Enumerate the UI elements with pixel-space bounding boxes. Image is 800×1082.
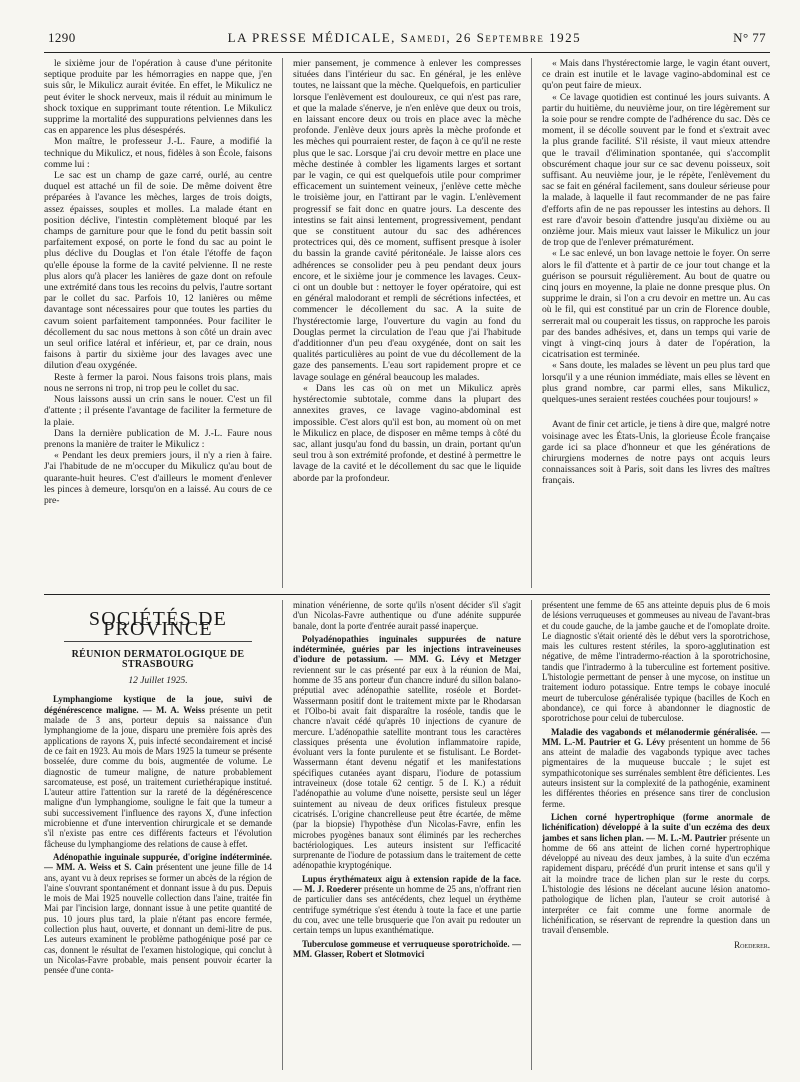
communication-text: présentent une jeune fille de 14 ans, ayant vu à deux reprises se former un abcès de la région de l'aine s'ouvrant spontanément et donnant issue à du pus. Depuis le mois de Mai 1925 nouvelle collection dans l'aine, traitée fin Mai par l'incision large, donnant issue à une petite quantité de pus. 10 jours plus tard, la plaie n'étant pas encore fermée, collection plus haut, ouverte, et donnant un demi-litre de pus. Les auteurs examinent le problème pathogénique posé par ce cas, donnent le résultat de l'examen histologique, qui conclut à un Nicolas-Favre probable, mais pensent pouvoir écarter la pensée d'une conta- (44, 862, 272, 976)
paragraph: Reste à fermer la paroi. Nous faisons trois plans, mais nous ne serrons ni trop, ni trop peu le collet du sac. (44, 371, 272, 394)
communication (293, 874, 521, 936)
article-column-3 (542, 58, 770, 588)
communication (44, 852, 272, 976)
column-divider (531, 58, 532, 588)
article-column-1 (44, 58, 272, 588)
signature: Roederer. (734, 939, 770, 950)
societes-column-3 (542, 600, 770, 1070)
paragraph: « Le sac enlevé, un bon lavage nettoie le foyer. On serre alors le fil d'attente et à partir de ce jour tout change et la guérison se poursuit régulièrement. Au bout de quatre ou cinq jours en moyenne, la plaie ne donne presque plus. On supprime le drain, si l'on a cru devoir en mettre un. Au cas où le fil, qui est constitué par un crin de Florence double, serrerait mal ou couperait les tissus, on rapproche les parois par des bandes adhésives, et, dans un temps qui varie de vingt à vingt-cinq jours à dater de l'opération, la cicatrisation est terminée. (542, 248, 770, 361)
communication-text: présente un homme de 66 ans atteint de lichen corné hypertrophique développé au niveau des deux jambes, à la suite d'un eczéma rapidement disparu, précédé d'un prurit intense et sans qu'il y ait la moindre trace de lichen plan sur le reste du corps. L'histologie des lésions ne décelant aucune lésion anatomo-pathologique de lichen plan, l'auteur se croit autorisé à interpréter ce fait comme une forme anormale de lichénification, se réservant de reprendre la question dans un travail d'ensemble. (542, 832, 770, 936)
communication (293, 600, 521, 631)
issue-number: N° 77 (733, 30, 766, 45)
societes-column-1 (44, 600, 272, 1070)
section-subtitle: RÉUNION DERMATOLOGIQUE DE STRASBOURG (71, 648, 245, 670)
header-rule (44, 52, 770, 53)
column-divider (282, 58, 283, 588)
paragraph: le sixième jour de l'opération à cause d'une péritonite septique produite par les hémorragies en nappe que, j'en suis sûr, le Mikulicz aurait évitée. En effet, le Mikulicz ne peut éviter le shock nerveux, mais il réduit au minimum le shock toxique en supprimant toute rétention. Le Mikulicz supprime la mortalité des suppurations pelviennes dans les cas en apparence les plus désespérés. (44, 58, 272, 137)
communication-title: Lichen corné hypertrophique (forme anormale de lichénification) développé à la suite d'un eczéma des deux jambes et sans lichen plan. — M. L.-M. Pautrier (542, 811, 770, 843)
paragraph: « Dans les cas où on met un Mikulicz après hystérectomie subtotale, comme dans la plupart des annexites graves, ce lavage vagino-abdominal est impossible. C'est alors qu'il est bon, au moment où on met le Mikulicz en place, de disposer en même temps à côté du sac, allant jusqu'au fond du bassin, un drain, portant qu'un seul trou à son extrémité profonde, et destiné à permettre le lavage de la cavité et le décollement du sac que le liquide aborde par la profondeur. (293, 382, 521, 484)
communication (293, 939, 521, 960)
column-divider (282, 600, 283, 1070)
communication-title: Maladie des vagabonds et mélanodermie généralisée. — MM. L.-M. Pautrier et G. Lévy (542, 726, 770, 747)
section-rule (44, 594, 770, 595)
communication-text: présente un homme de 25 ans, n'offrant rien de particulier dans ses antécédents, chez lequel un érythème centrifuge symétrique s'est étendu à toute la face et une partie du cou, avec une telle brusquerie que l'on avait pu redouter un certain temps un lupus exanthématique. (293, 884, 521, 936)
communication-title: Tuberculose gommeuse et verruqueuse sporotrichoïde. — MM. Glasser, Robert et Slotmovici (293, 938, 521, 959)
paragraph: « Sans doute, les malades se lèvent un peu plus tard que lorsqu'il y a une réunion immédiate, mais elles se lèvent en plus grand nombre, car parmi elles, sans Mikulicz, quelques-unes seraient restées couchées pour toujours! » (542, 360, 770, 406)
paragraph: mier pansement, je commence à enlever les compresses situées dans l'intérieur du sac. En général, je les enlève toutes, ne laissant que la mèche. Quelquefois, en particulier lorsque l'enlèvement est douloureux, ce qui n'est pas rare, et que la malade s'énerve, je n'en enlève que deux ou trois, en laissant encore deux ou trois en place avec la mèche profonde. J'enlève deux jours après la mèche profonde et les mèches qui pourraient rester, de façon à ce qu'il ne reste plus que le sac. Lorsque j'ai cru devoir mettre en place une mèche destinée à combler les ligaments larges et sortant par le vagin, ce qui est quelquefois utile pour comprimer efficacement un suintement veineux, j'enlève cette mèche le troisième jour, en l'attirant par le vagin. L'enlèvement progressif se fait donc en quatre jours. La descente des intestins se fait ainsi lentement, progressivement, pendant que se constituent autour du sac des adhérences protectrices qui, dès ce moment, suffisent presque à isoler du bassin la grande cavité péritonéale. Je laisse alors ces adhérences se consolider peu à peu pendant deux jours encore, et le sixième jour je commence les lavages. Ceux-ci ont un double but : nettoyer le foyer opératoire, qui est en général malodorant et rempli de sécrétions infectées, et commencer le décollement du sac. A la suite de l'hystérectomie large, l'ouverture du vagin au fond du Douglas permet la circulation de l'eau que j'ai l'habitude d'additionner d'un peu d'eau oxygénée, dont on sait les qualités particulières au point de vue du décollement de la gaze des pansements. L'eau sort rapidement propre et ce lavage soulage en général beaucoup les malades. (293, 58, 521, 383)
publication-title: LA PRESSE MÉDICALE, Samedi, 26 Septembre 1925 (227, 30, 582, 45)
paragraph: Mon maître, le professeur J.-L. Faure, a modifié la technique du Mikulicz, et nous, fidèles à son École, faisons comme lui : (44, 136, 272, 170)
communication-text: reviennent sur le cas présenté par eux à la réunion de Mai, homme de 35 ans porteur d'un chancre induré du sillon balano-préputial avec adénopathie satellite, roséole et Bordet-Wassermann positif dont le traitement mixte par le Rhodarsan et l'Olbo-bi avait fait disparaître la roséole, tandis que le chancre n'avait cédé qu'après 10 injections de cyanure de mercure. L'adénopathie satellite montrant tous les caractères classiques présenta une évolution inflammatoire rapide, évoluant vers la fonte purulente et se fistulisant. Le Bordet-Wassermann étant devenu négatif et les manifestations spécifiques cutanées ayant disparu, l'iodure de potassium intraveineux (dose totale 62 centigr. 5 de I. K.) a réduit l'adénopathie au volume d'une noisette, persiste seul un léger suintement au niveau de deux orifices fistuleux presque cicatrisés. L'origine chancrelleuse peut être écartée, de même (par la biopsie) l'hypothèse d'un Nicolas-Favre, enfin les microbes pyogènes banaux sont éliminés par les recherches bactériologiques. Les auteurs insistent sur l'efficacité surprenante de l'iodure de potassium dans le traitement de cette adénopathie kryptogénique. (293, 664, 521, 871)
page-header (48, 30, 766, 48)
communication-text: présentent un homme de 56 ans atteint de maladie des vagabonds typique avec taches pigmentaires de la muqueuse buccale ; le sujet est sympathicotonique ses surrénales semblent être déficientes. Les auteurs insistent sur la complexité de la pathogénie, examinent les différentes théories en présence sans tirer de conclusion ferme. (542, 736, 770, 809)
communication-title: Lupus érythémateux aigu à extension rapide de la face. — M. J. Roederer (293, 873, 521, 895)
column-divider (531, 600, 532, 1070)
communication-text: présente un petit malade de 3 ans, porteur depuis sa naissance d'un lymphangiome de la joue, disparu une première fois après des applications de rayons X, puis infecté secondairement et incisé de ce fait en 1923. Au mois de Mars 1925 la tumeur se présente bosselée, dure comme du bois, augmentée de volume. Le diagnostic de tumeur maligne, de nature probablement sarcomateuse, est posé, un traitement curiethérapique institué. L'auteur attire l'attention sur la rareté de la dégénérescence maligne d'un lymphangiome, souligne le fait que la tumeur a subi successivement l'influence des rayons X, d'une infection microbienne et d'une intervention chirurgicale et se demande s'il n'existe pas entre ces différents facteurs et l'évolution fâcheuse du lymphangiome des relations de cause à effet. (44, 704, 272, 849)
section-title: SOCIÉTÉS DE PROVINCE (88, 608, 228, 641)
communication (542, 600, 770, 724)
article-column-2 (293, 58, 521, 588)
societes-section (44, 600, 770, 1070)
paragraph: Avant de finir cet article, je tiens à dire que, malgré notre voisinage avec les États-Unis, la glorieuse École française garde ici sa place d'honneur et que les générations de chirurgiens modernes de notre pays ont acquis leurs connaissances soit à Paris, soit dans les livres des maîtres français. (542, 419, 770, 487)
paragraph: « Ce lavage quotidien est continué les jours suivants. A partir du huitième, du neuvième jour, on tire légèrement sur la soie pour se rendre compte de l'adhérence du sac. Dès ce moment, il se décolle souvent par le fond et s'extrait avec la plus grande facilité. S'il résiste, il vaut mieux attendre que le travail d'élimination spontanée, qui s'accomplit obscurément chaque jour sur ce sac devenu poisseux, soit suffisant. Au neuvième jour, je le répète, l'enlèvement du sac se fait en général facilement, sans douleur sérieuse pour la malade, à laquelle il faut recommander de ne pas faire d'efforts afin de ne pas repousser les intestins au dehors. Il est rare d'avoir besoin d'attendre jusqu'au dixième ou au onzième jour. Mais mieux vaut laisser le Mikulicz un jour de trop que de l'enlever prématurément. (542, 91, 770, 249)
paragraph: Nous laissons aussi un crin sans le nouer. C'est un fil d'attente ; il présente l'avantage de faciliter la fermeture de la plaie. (44, 394, 272, 428)
communication-title: Lymphangiome kystique de la joue, suivi de dégénérescence maligne. — M. A. Weiss (44, 694, 272, 715)
article-columns (44, 58, 770, 588)
communication (542, 812, 770, 936)
title-rule (64, 641, 252, 642)
communication-title: Adénopathie inguinale suppurée, d'origine indéterminée. — MM. A. Weiss et S. Cain (44, 851, 272, 873)
communication-text: mination vénérienne, de sorte qu'ils n'osent décider s'il s'agit d'un Nicolas-Favre authentique ou d'une adénite suppurée banale, dont la porte d'entrée aurait passé inaperçue. (293, 600, 521, 631)
meeting-date: 12 Juillet 1925. (128, 676, 188, 687)
communication (293, 634, 521, 871)
communication (542, 727, 770, 809)
paragraph: « Pendant les deux premiers jours, il n'y a rien à faire. J'ai l'habitude de ne m'occuper du Mikulicz qu'au bout de quarante-huit heures. C'est d'ailleurs le moment d'enlever les pinces à demeure, lorsqu'on en a laissé. Au cours de ce pre- (44, 450, 272, 506)
page-number: 1290 (48, 30, 76, 45)
paragraph: « Mais dans l'hystérectomie large, le vagin étant ouvert, ce drain est inutile et le lavage vagino-abdominal est ce qu'on peut faire de mieux. (542, 58, 770, 92)
communication-text: présentent une femme de 65 ans atteinte depuis plus de 6 mois de lésions verruqueuses et gommeuses au niveau de l'avant-bras et du coude gauche, de la jambe gauche et de l'omoplate droite. Le diagnostic s'était orienté dès le début vers la sporotrichose, mais les cultures restent stériles, la sporo-agglutination est négative, de même l'intradermo-réaction à la sporotrichosine, tandis que l'intradermo à la tuberculine est fortement positive. L'histologie permettant de penser à une mycose, on institue un traitement ioduro potassique. Entre temps le cobaye inoculé meurt de tuberculose généralisée typique (bacilles de Koch en abondance), ce qui force à abandonner le diagnostic de sporotrichose pour celui de tuberculose. (542, 600, 770, 724)
communication (44, 694, 272, 848)
societes-column-2 (293, 600, 521, 1070)
paragraph: Le sac est un champ de gaze carré, ourlé, au centre duquel est attaché un fil de soie. De même doivent être préparées à l'avance les mèches, larges de trois doigts, assez épaisses, souples et molles. La malade étant en position déclive, l'intestin complètement bloqué par les champs de garniture pour que le fond du petit bassin soit parfaitement exposé, on porte le fond du sac au point le plus déclive du Douglas et l'on étale l'étoffe de façon qu'elle épouse la forme de la cavité pelvienne. Il ne reste plus alors qu'à placer les lanières de gaze dont on refoule une extrémité dans tous les recoins du pelvis, l'autre sortant par le collet du sac. Parfois 10, 12 lanières ou même davantage sont nécessaires pour que toutes les parties du cavum soient parfaitement tamponnées. Pour faciliter le décollement du sac nous mettons à son côté un drain avec un seul orifice latéral et inférieur, et, par ce drain, nous faisons à partir du sixième jour des lavages avec une dilution d'eau oxygénée. (44, 170, 272, 372)
communication-title: Polyadénopathies inguinales suppurées de nature indéterminée, guéries par les injections intraveineuses d'iodure de potassium. — MM. G. Lévy et Metzger (293, 633, 521, 665)
paragraph: Dans la dernière publication de M. J.-L. Faure nous prenons la manière de traiter le Mikulicz : (44, 427, 272, 450)
